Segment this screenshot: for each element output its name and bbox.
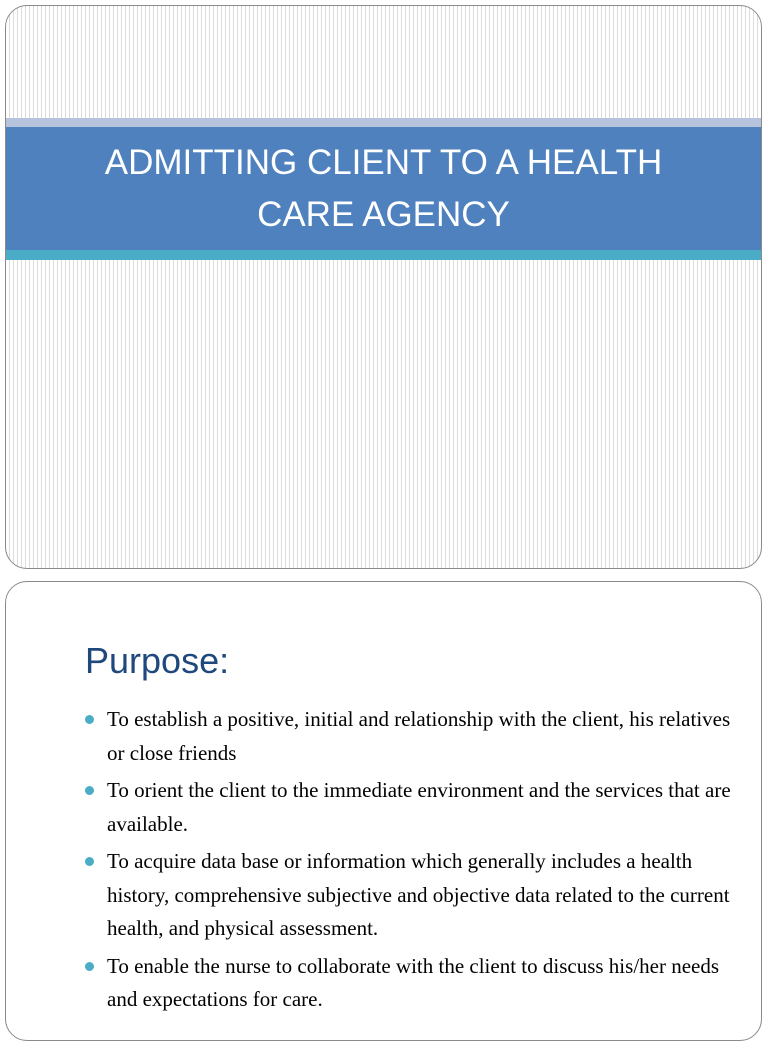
- list-item-text: To acquire data base or information which generally includes a health history, comprehensive subjective and objective data related to the current health, and physical assessment.: [107, 849, 730, 940]
- title-band: [6, 127, 761, 250]
- list-item: [85, 950, 735, 1017]
- title-band-bottom-stripe: [6, 250, 761, 260]
- bullet-list: [85, 703, 735, 1021]
- list-item: [85, 774, 735, 841]
- list-item: [85, 703, 735, 770]
- title-slide: [5, 5, 762, 569]
- list-item-text: To orient the client to the immediate environment and the services that are available.: [107, 778, 731, 836]
- slide-title: ADMITTING CLIENT TO A HEALTH CARE AGENCY: [104, 142, 663, 234]
- list-item-text: To establish a positive, initial and relationship with the client, his relatives or close friends: [107, 707, 731, 765]
- slide-heading: Purpose:: [85, 640, 230, 681]
- bullet-icon: [85, 715, 94, 724]
- bullet-icon: [85, 962, 94, 971]
- content-slide: [5, 581, 762, 1041]
- title-band-top-stripe: [6, 118, 761, 127]
- bullet-icon: [85, 857, 94, 866]
- list-item-text: To enable the nurse to collaborate with the client to discuss his/her needs and expectations for care.: [107, 953, 720, 1011]
- list-item: [85, 845, 735, 946]
- bullet-icon: [85, 786, 94, 795]
